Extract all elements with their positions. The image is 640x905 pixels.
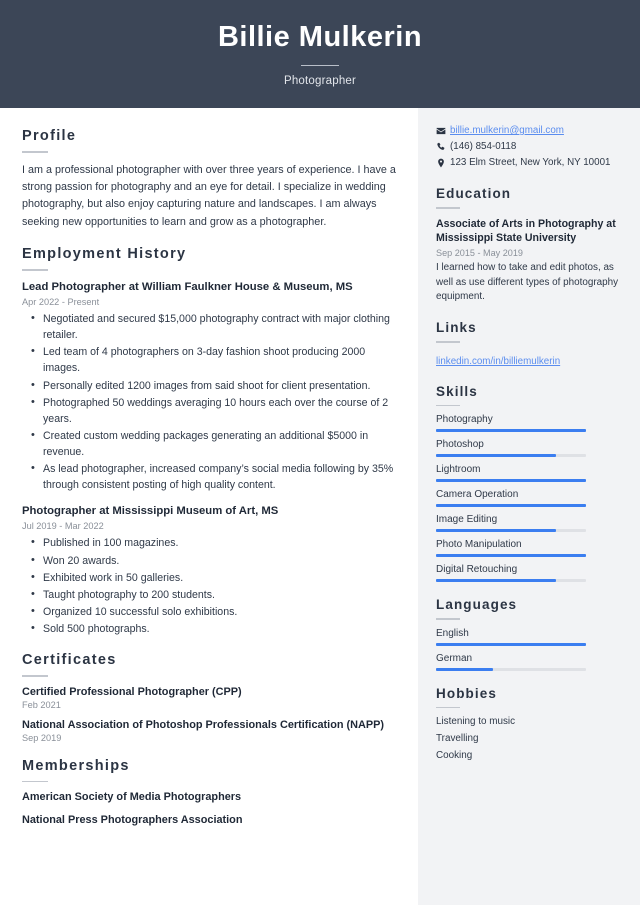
list-item: • Exhibited work in 50 galleries. bbox=[22, 570, 396, 586]
skill-bar-fill bbox=[436, 529, 556, 532]
language-label: English bbox=[436, 627, 469, 639]
section-certificates bbox=[22, 652, 396, 743]
section-hobbies bbox=[436, 686, 620, 762]
skill-item bbox=[436, 414, 620, 432]
header-divider bbox=[301, 65, 339, 66]
education-title: Associate of Arts in Photography at Mississippi State University bbox=[436, 217, 616, 245]
heading-rule bbox=[22, 269, 48, 271]
heading-rule bbox=[436, 207, 460, 209]
skill-item bbox=[436, 514, 620, 532]
envelope-icon bbox=[436, 126, 450, 136]
sidebar-column bbox=[418, 108, 640, 905]
skill-bar bbox=[436, 454, 586, 457]
skill-bar-fill bbox=[436, 504, 586, 507]
list-item: • Sold 500 photographs. bbox=[22, 621, 396, 637]
job-date: Apr 2022 - Present bbox=[22, 297, 100, 308]
linkedin-link[interactable]: linkedin.com/in/billiemulkerin bbox=[436, 355, 561, 367]
skill-label: Camera Operation bbox=[436, 489, 519, 501]
skill-bar bbox=[436, 479, 586, 482]
section-heading-hobbies: Hobbies bbox=[436, 685, 497, 701]
section-heading-education: Education bbox=[436, 186, 512, 201]
skill-item bbox=[436, 489, 620, 507]
list-item: • Taught photography to 200 students. bbox=[22, 587, 396, 603]
skill-bar-fill bbox=[436, 454, 556, 457]
job-title: Photographer at Mississippi Museum of Art, MS bbox=[22, 505, 279, 518]
section-profile bbox=[22, 128, 396, 231]
list-item: • Published in 100 magazines. bbox=[22, 535, 396, 551]
contact-details bbox=[436, 125, 620, 168]
section-employment bbox=[22, 246, 396, 637]
list-item: • Created custom wedding packages generating an additional $5000 in revenue. bbox=[22, 428, 396, 460]
header-job-title: Photographer bbox=[283, 74, 357, 87]
heading-rule bbox=[22, 781, 48, 783]
job-bullets bbox=[22, 311, 396, 493]
section-heading-employment: Employment History bbox=[22, 246, 187, 263]
section-heading-memberships: Memberships bbox=[22, 757, 130, 774]
language-label: German bbox=[436, 652, 473, 664]
resume-body bbox=[0, 108, 640, 905]
list-item: • Organized 10 successful solo exhibitions. bbox=[22, 604, 396, 620]
membership-item: National Press Photographers Association bbox=[22, 814, 243, 827]
education-description: I learned how to take and edit photos, as well as use different types of photography equipment. bbox=[436, 261, 619, 303]
language-bar-fill bbox=[436, 668, 493, 671]
list-item: • Personally edited 1200 images from said shoot for client presentation. bbox=[22, 378, 396, 394]
language-item bbox=[436, 628, 620, 646]
education-date: Sep 2015 - May 2019 bbox=[436, 247, 523, 258]
skill-item bbox=[436, 564, 620, 582]
certificate-date: Sep 2019 bbox=[22, 732, 62, 743]
employment-entry bbox=[22, 280, 396, 493]
list-item: • Won 20 awards. bbox=[22, 553, 396, 569]
section-heading-languages: Languages bbox=[436, 597, 518, 613]
contact-row-email bbox=[436, 125, 620, 136]
section-education bbox=[436, 186, 620, 305]
page-title: Billie Mulkerin bbox=[217, 21, 423, 54]
skill-bar bbox=[436, 579, 586, 582]
heading-rule bbox=[436, 341, 460, 343]
certificate-entry bbox=[22, 686, 396, 710]
list-item: • As lead photographer, increased company’s social media following by 35% through consistent posting of high quality content. bbox=[22, 461, 396, 493]
skill-label: Image Editing bbox=[436, 514, 498, 526]
hobby-item: Travelling bbox=[436, 733, 479, 745]
email-link[interactable]: billie.mulkerin@gmail.com bbox=[450, 125, 564, 136]
section-heading-profile: Profile bbox=[22, 128, 77, 144]
skill-item bbox=[436, 439, 620, 457]
heading-rule bbox=[436, 405, 460, 407]
employment-entry bbox=[22, 504, 396, 637]
heading-rule bbox=[436, 618, 460, 620]
list-item: • Led team of 4 photographers on 3-day fashion shoot producing 2000 images. bbox=[22, 344, 396, 376]
language-bar-fill bbox=[436, 643, 586, 646]
language-item bbox=[436, 653, 620, 671]
skill-bar bbox=[436, 554, 586, 557]
language-bar bbox=[436, 668, 586, 671]
heading-rule bbox=[22, 675, 48, 677]
skill-bar bbox=[436, 504, 586, 507]
phone-text: (146) 854-0118 bbox=[450, 141, 517, 152]
skill-bar-fill bbox=[436, 479, 586, 482]
profile-text: I am a professional photographer with over three years of experience. I have a strong passion for photography and an eye for detail. I specialize in wedding photography, but also enjoy capturing nature and landscapes. I am always seeking new opportunities to learn and grow as a photographer. bbox=[22, 163, 396, 228]
membership-item: American Society of Media Photographers bbox=[22, 791, 242, 804]
skill-bar-fill bbox=[436, 579, 556, 582]
certificate-title: National Association of Photoshop Professionals Certification (NAPP) bbox=[22, 718, 385, 731]
language-bar bbox=[436, 643, 586, 646]
heading-rule bbox=[436, 707, 460, 709]
section-links bbox=[436, 320, 620, 369]
job-date: Jul 2019 - Mar 2022 bbox=[22, 521, 104, 532]
skill-label: Lightroom bbox=[436, 464, 481, 476]
list-item: • Negotiated and secured $15,000 photography contract with major clothing retailer. bbox=[22, 311, 396, 343]
skill-bar bbox=[436, 429, 586, 432]
map-pin-icon bbox=[436, 158, 450, 168]
section-heading-skills: Skills bbox=[436, 383, 478, 399]
main-column bbox=[0, 108, 418, 905]
section-skills bbox=[436, 384, 620, 583]
resume-header bbox=[0, 0, 640, 108]
certificate-date: Feb 2021 bbox=[22, 699, 61, 710]
hobby-item: Cooking bbox=[436, 750, 473, 762]
skill-bar-fill bbox=[436, 429, 586, 432]
skill-label: Photo Manipulation bbox=[436, 539, 522, 551]
job-title: Lead Photographer at William Faulkner House & Museum, MS bbox=[22, 280, 353, 293]
skill-bar bbox=[436, 529, 586, 532]
skill-item bbox=[436, 539, 620, 557]
contact-row-address bbox=[436, 157, 620, 168]
contact-row-phone bbox=[436, 141, 620, 152]
skill-label: Digital Retouching bbox=[436, 564, 518, 576]
skill-label: Photography bbox=[436, 414, 493, 426]
section-memberships bbox=[22, 758, 396, 827]
skill-bar-fill bbox=[436, 554, 586, 557]
certificate-entry bbox=[22, 719, 396, 743]
phone-icon bbox=[436, 142, 450, 152]
job-bullets bbox=[22, 535, 396, 637]
certificate-title: Certified Professional Photographer (CPP) bbox=[22, 685, 242, 698]
heading-rule bbox=[22, 151, 48, 153]
hobby-item: Listening to music bbox=[436, 716, 516, 728]
section-heading-certificates: Certificates bbox=[22, 652, 117, 669]
section-heading-links: Links bbox=[436, 320, 477, 336]
section-languages bbox=[436, 597, 620, 671]
address-text: 123 Elm Street, New York, NY 10001 bbox=[450, 157, 611, 168]
list-item: • Photographed 50 weddings averaging 10 hours each over the course of 2 years. bbox=[22, 395, 396, 427]
skill-item bbox=[436, 464, 620, 482]
skill-label: Photoshop bbox=[436, 439, 484, 451]
